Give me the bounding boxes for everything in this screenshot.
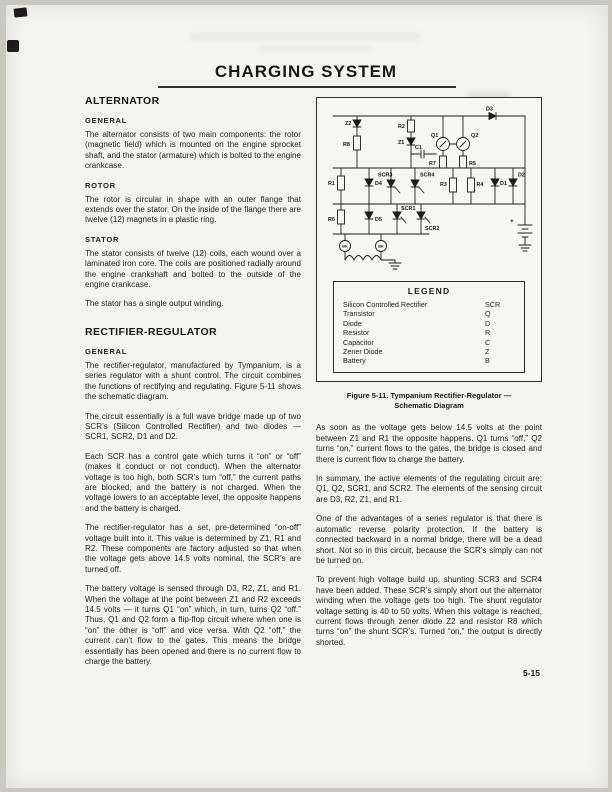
paragraph: As soon as the voltage gets below 14.5 volts at the point between Z1 and R1 the opposite happens. Q1 turns “off,” Q2 turns “on,” current flows to the gates, the bridge is closed and there is current flow to charge the battery. [316, 423, 542, 464]
paragraph: The stator has a single output winding. [85, 299, 224, 309]
schematic-label-d5: D5 [375, 217, 382, 223]
legend-item-abbr: C [485, 337, 491, 347]
paragraph: The rectifier-regulator has a set, pre-determined “on-off” voltage built into it. This value is determined by Z1, R1 and R2. These components are factory adjusted so that when the voltage gets above 14.5 volts nominal, the SCR’s are turned off. [85, 523, 301, 574]
section-heading-rectifier-regulator: RECTIFIER-REGULATOR [85, 325, 218, 338]
legend-item-abbr: R [485, 328, 491, 338]
schematic-label-bk1: BK [342, 244, 348, 249]
schematic-label-d2: D2 [518, 172, 525, 179]
paragraph: The stator consists of twelve (12) coils, each wound over a laminated iron core. The coils are positioned radially around the engine crankshaft and bolted to the outside of the engine crankcase. [85, 248, 301, 290]
section-heading-alternator: ALTERNATOR [85, 95, 160, 107]
paragraph: To prevent high voltage build up, shunting SCR3 and SCR4 have been added. These SCR’s simply short out the alternator winding when the voltage gets too high. The shunt regulator voltage setting is 40 to 50 volts. When this voltage is reached, current flows through zener diode Z2 and resistor R8 which turns “on” the shunt SCR’s. Turned “on,” the output is directly shorted. [316, 575, 542, 647]
legend-item-abbr: Z [485, 347, 490, 357]
legend-item-name: Silicon Controlled Rectifier [343, 300, 428, 309]
paragraph: One of the advantages of a series regulator is that there is automatic reverse polarity protection. If the battery is connected backward in a normal bridge, there will be a dead short. Not so in this circuit, because the SCR’s simply can not be turned on. [316, 514, 542, 565]
paragraph: The rectifier-regulator, manufactured by Tympanium, is a series regulator with a shunt control. The circuit combines the functions of rectifying and regulating. Figure 5-11 shows the schematic diagram. [85, 360, 301, 402]
schematic-label-scr3: SCR3 [378, 172, 393, 179]
schematic-label-d3: D3 [486, 106, 493, 113]
scan-ghost-text [258, 46, 370, 52]
legend-item-abbr: SCR [485, 300, 501, 309]
schematic-label-scr1: SCR1 [401, 206, 416, 212]
legend-row [343, 328, 515, 337]
legend-row [343, 347, 515, 356]
legend-item-name: Diode [343, 318, 362, 328]
schematic-label-plus: + [510, 218, 514, 225]
legend-item-name: Transistor [343, 309, 375, 319]
legend-item-abbr: D [485, 318, 491, 328]
paragraph: The circuit essentially is a full wave bridge made up of two SCR’s (Silicon Controlled Rectifier) and two diodes — SCR1, SCR2, D1 and D2. [85, 411, 301, 442]
schematic-label-r7: R7 [429, 161, 436, 167]
schematic-label-r4: R4 [476, 182, 484, 188]
legend-title: LEGEND [407, 286, 451, 296]
right-column [316, 97, 542, 657]
legend [333, 281, 525, 373]
paragraph: In summary, the active elements of the regulating circuit are: Q1, Q2, SCR1, and SCR2. The elements of the sensing circuit are D3, R2, Z1, and R1. [316, 474, 542, 504]
legend-item-name: Capacitor [343, 337, 374, 347]
scan-ghost-text [190, 33, 420, 40]
schematic-label-d4: D4 [375, 181, 382, 187]
schematic-label-r1: R1 [328, 181, 335, 187]
legend-item-name: Resistor [343, 328, 370, 338]
legend-row [343, 309, 515, 318]
schematic-label-q1: Q1 [431, 133, 439, 139]
legend-item-abbr: B [485, 356, 490, 366]
subheading-stator: STATOR [85, 234, 120, 244]
schematic-label-q2: Q2 [471, 133, 479, 139]
figure-caption-line2: Schematic Diagram [394, 400, 464, 410]
subheading-general: GENERAL [85, 116, 128, 125]
schematic-label-r2: R2 [398, 124, 405, 130]
legend-row [343, 356, 515, 365]
schematic-label-r6: R6 [328, 217, 335, 223]
schematic-label-scr2: SCR2 [425, 226, 440, 232]
paragraph: Each SCR has a control gate which turns it “on” or “off” (makes it conduct or not conduct). When the alternator voltage is too high, both SCR’s turn “off,” the current paths are blocked, and the battery is not charged. When the voltage lowers to an acceptable level, the opposite happens and the battery is charged. [85, 451, 301, 513]
schematic-label-scr4: SCR4 [420, 172, 435, 179]
schematic-label-bk2: BK [378, 244, 384, 249]
scan-mark-left-edge [7, 40, 19, 52]
subheading-rotor: ROTOR [85, 180, 116, 190]
legend-item-abbr: Q [485, 309, 491, 319]
legend-item-name: Zener Diode [343, 347, 383, 357]
page-number: 5-15 [523, 668, 541, 678]
figure-5-11-box [316, 97, 542, 382]
paragraph: The alternator consists of two main components: the rotor (magnetic field) which is mounted on the engine sprocket shaft, and the stator (armature) which is bolted to the engine crankcase. [85, 130, 301, 171]
subheading-general: GENERAL [85, 346, 128, 356]
schematic-label-z2: Z2 [345, 121, 352, 127]
scan-mark-top-left [14, 7, 28, 17]
paragraph: The rotor is circular in shape with an outer flange that extends over the stator. On the inside of the flange there are twelve (12) magnets in a plastic ring. [85, 194, 301, 225]
schematic-label-r8: R8 [343, 142, 350, 148]
left-column [85, 93, 301, 676]
paragraph: The battery voltage is sensed through D3, R2, Z1, and R1. When the voltage at the point between Z1 and R2 exceeds 14.5 volts — it turns Q1 “on” which, in turn, turns Q2 “off.” Thus, Q1 and Q2 form a flip-flop circuit where when one is “on” the other is “off” and vice versa. With Q2 “off,” the current can’t flow to the gates. This means the bridge essentially has been opened and there is no current flow to charge the battery. [85, 584, 301, 667]
schematic-label-r3: R3 [440, 182, 447, 188]
rectifier-regulator-schematic [324, 104, 534, 276]
title-underline [158, 86, 456, 88]
schematic-label-c1: C1 [415, 145, 422, 151]
page-title: CHARGING SYSTEM [214, 62, 398, 81]
schematic-label-z1: Z1 [398, 140, 405, 146]
figure-caption-line1: Figure 5-11. Tympanium Rectifier-Regulator — [346, 390, 512, 400]
schematic-label-r5: R5 [469, 161, 476, 167]
schematic-label-d1: D1 [500, 181, 507, 187]
legend-row [343, 300, 515, 309]
legend-row [343, 319, 515, 328]
figure-caption [316, 391, 542, 411]
legend-row [343, 338, 515, 347]
legend-item-name: Battery [343, 356, 366, 366]
